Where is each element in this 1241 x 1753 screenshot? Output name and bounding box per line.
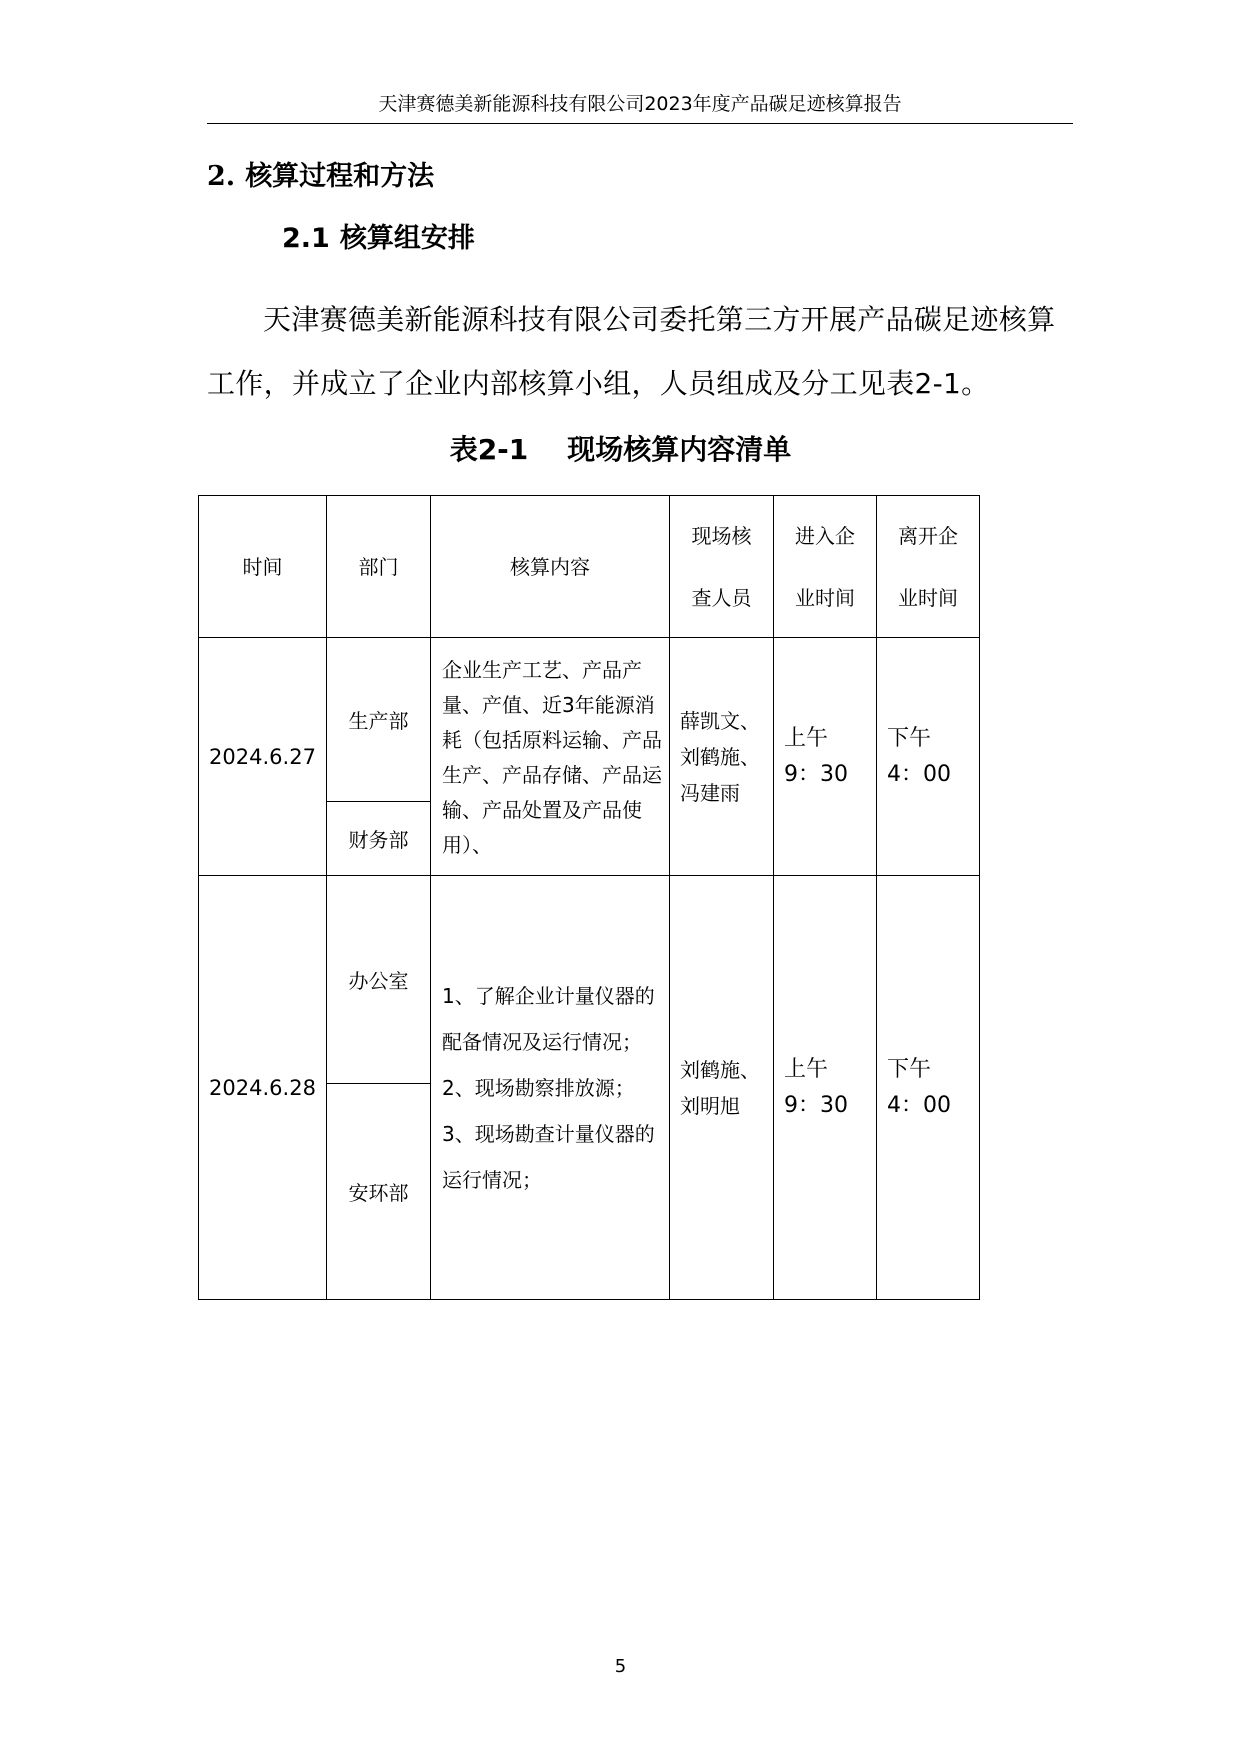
subsection-heading: [282, 222, 475, 256]
row2-dept-b: 安环部: [327, 1084, 431, 1300]
row1-date: 2024.6.27: [199, 638, 327, 876]
subsection-number: 2.1: [282, 223, 330, 254]
row2-content-l2: 2、现场勘察排放源；: [442, 1075, 635, 1100]
header-time: 时间: [199, 496, 327, 638]
row2-dept-a: 办公室: [327, 876, 431, 1084]
row1-leave-l2: 4：00: [887, 761, 951, 787]
row2-people: [670, 876, 774, 1300]
header-enter-l2: 业时间: [795, 585, 855, 610]
header-inspector-l2: 查人员: [691, 585, 752, 610]
header-enter-l1: 进入企: [795, 523, 855, 548]
header-leave-l2: 业时间: [898, 585, 958, 610]
row1-enter-l2: 9：30: [784, 761, 848, 787]
header-dept: 部门: [327, 496, 431, 638]
row2-people-l1: 刘鹤施、: [680, 1057, 760, 1082]
row2-date: 2024.6.28: [199, 876, 327, 1300]
section-number: 2.: [207, 161, 236, 192]
table-row: [199, 638, 980, 802]
row1-enter: [774, 638, 877, 876]
header-inspector-l1: 现场核: [691, 523, 752, 548]
row1-content: 企业生产工艺、产品产量、产值、近3年能源消耗（包括原料运输、产品生产、产品存储、产品运输、产品处置及产品使用）、: [431, 638, 670, 876]
row2-enter: [774, 876, 877, 1300]
subsection-title: 核算组安排: [339, 223, 475, 254]
row1-people-l3: 冯建雨: [680, 780, 740, 805]
row2-people-l2: 刘明旭: [680, 1093, 740, 1118]
header-content: 核算内容: [431, 496, 670, 638]
row1-enter-l1: 上午: [784, 725, 829, 751]
row1-dept-a: 生产部: [327, 638, 431, 802]
row2-content: [431, 876, 670, 1300]
table-row: [199, 876, 980, 1084]
row2-content-l3: 3、现场勘查计量仪器的运行情况；: [442, 1121, 655, 1192]
row2-leave: [877, 876, 980, 1300]
row1-leave: [877, 638, 980, 876]
page-header: 天津赛德美新能源科技有限公司2023年度产品碳足迹核算报告: [378, 93, 902, 115]
inspection-table: [198, 495, 980, 1300]
section-title: 核算过程和方法: [245, 161, 435, 192]
row2-enter-l1: 上午: [784, 1056, 829, 1082]
row2-leave-l1: 下午: [887, 1056, 932, 1082]
section-heading: [207, 160, 434, 194]
body-paragraph: 天津赛德美新能源科技有限公司委托第三方开展产品碳足迹核算工作，并成立了企业内部核算小组，人员组成及分工见表2-1。: [207, 303, 1056, 400]
row1-dept-b: 财务部: [327, 802, 431, 876]
row2-leave-l2: 4：00: [887, 1092, 951, 1118]
row1-people: [670, 638, 774, 876]
row1-people-l1: 薛凯文、: [680, 708, 760, 733]
header-leave-time: [877, 496, 980, 638]
row2-content-l1: 1、了解企业计量仪器的配备情况及运行情况；: [442, 983, 655, 1054]
header-enter-time: [774, 496, 877, 638]
header-inspector: [670, 496, 774, 638]
page-number: 5: [614, 1656, 627, 1677]
row1-people-l2: 刘鹤施、: [680, 744, 760, 769]
table-header-row: [199, 496, 980, 638]
row1-leave-l1: 下午: [887, 725, 932, 751]
header-leave-l1: 离开企: [898, 523, 958, 548]
table-caption: 表2-1 现场核算内容清单: [449, 433, 792, 466]
header-rule: [207, 123, 1073, 124]
row2-enter-l2: 9：30: [784, 1092, 848, 1118]
